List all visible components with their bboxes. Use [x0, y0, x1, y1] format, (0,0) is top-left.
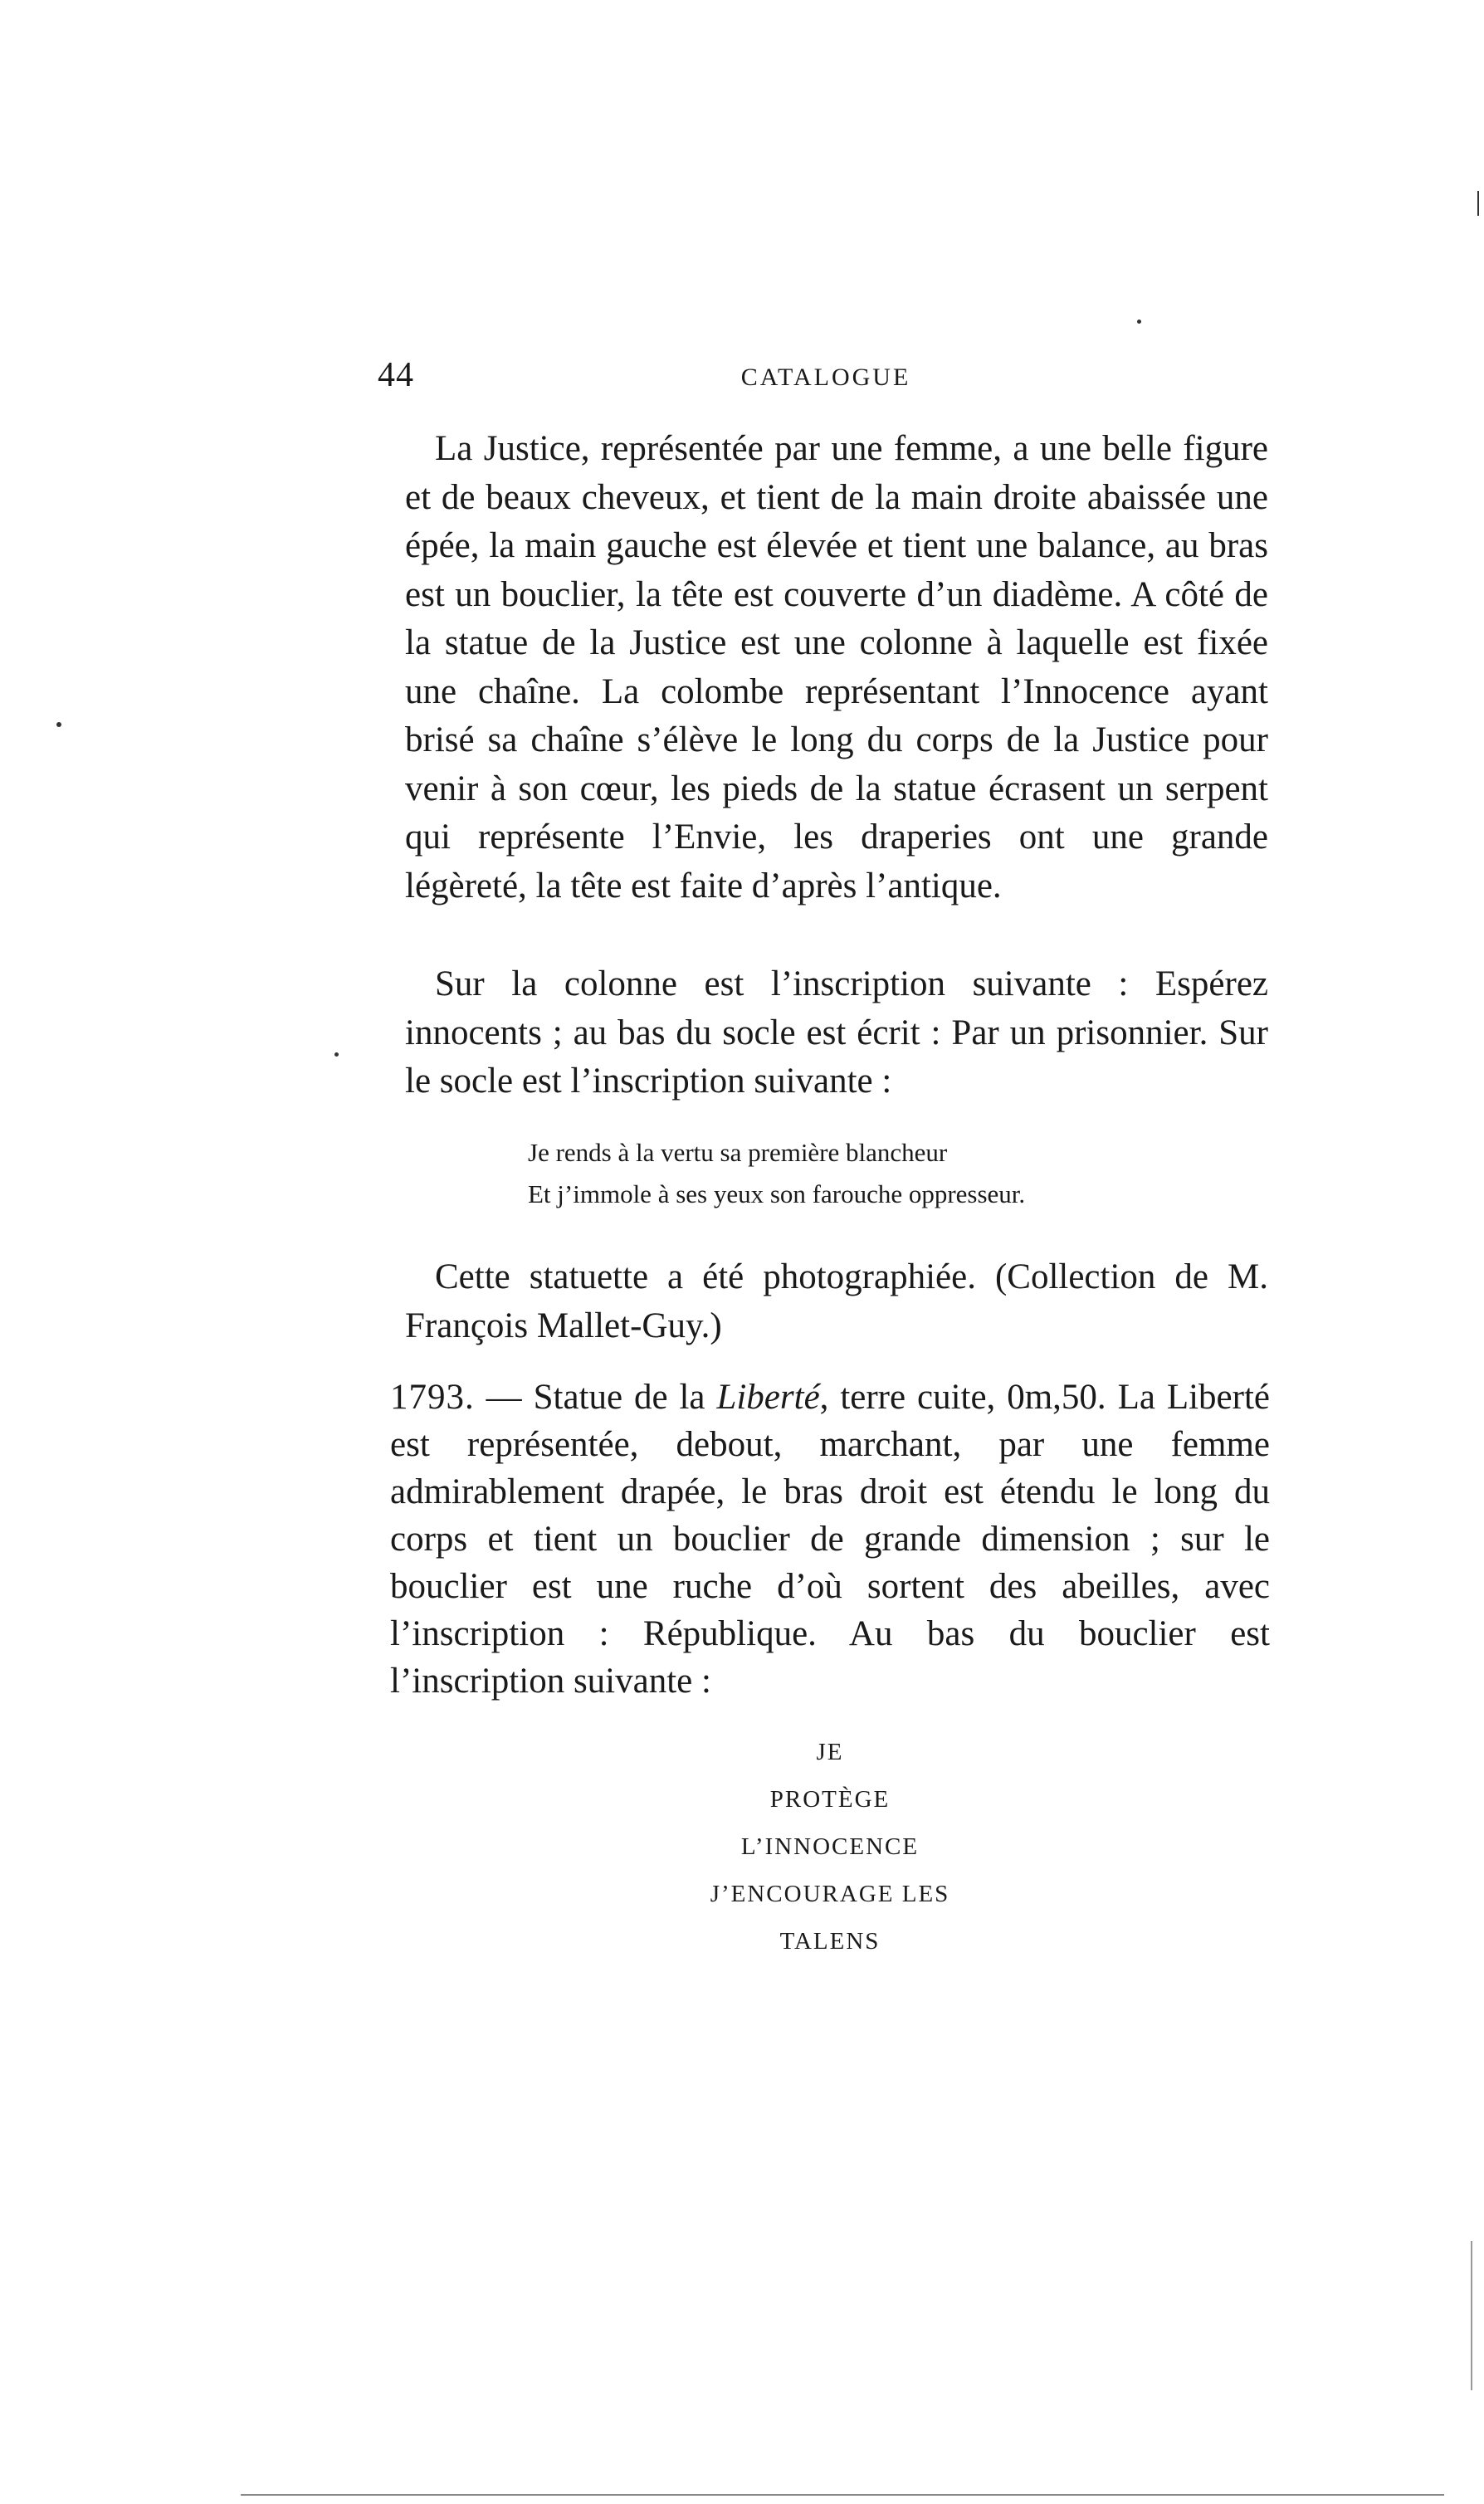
- inscription-line-1: JE: [816, 1739, 844, 1765]
- entry-paragraph: [390, 1374, 1270, 1705]
- entry-dash-prefix: — Statue de la: [486, 1378, 717, 1417]
- entry-number: 1793.: [390, 1378, 475, 1417]
- margin-rule-right-bottom: [1471, 2241, 1472, 2390]
- entry-text: , terre cuite, 0m,50. La Liberté est représentée, debout, marchant, par une femme admirablement drapée, le bras droit est étendu le long du corps et tient un bouclier de grande dimension ; sur le bouclier est une ruche d’où sortent des abeilles, avec l’inscription : République. Au bas du bouclier est l’inscription suivante :: [390, 1378, 1270, 1701]
- bottom-edge-line: [241, 2494, 1444, 2496]
- column-paragraph-block: [405, 960, 1268, 1106]
- inscription-line-4: J’ENCOURAGE LES: [710, 1881, 950, 1907]
- inscription-line-3: L’INNOCENCE: [740, 1833, 920, 1860]
- page-number: 44: [378, 356, 414, 394]
- shield-inscription: [581, 1729, 1079, 1965]
- catalogue-entry-1793: [390, 1374, 1270, 1705]
- inscription-line-5: TALENS: [779, 1928, 881, 1955]
- verse-line-2: Et j’immole à ses yeux son farouche oppresseur.: [528, 1179, 1026, 1208]
- photo-collection-paragraph: Cette statuette a été photographiée. (Collection de M. François Mallet-Guy.): [405, 1257, 1268, 1345]
- inscription-line-2: PROTÈGE: [769, 1786, 891, 1813]
- margin-rule-right-top: [1477, 191, 1479, 216]
- justice-paragraph: La Justice, représentée par une femme, a une belle figure et de beaux cheveux, et tient de la main droite abaissée une épée, la main gauche est élevée et tient une balance, au bras est un bouclier, la tête est couverte d’un diadème. A côté de la statue de la Justice est une colonne à laquelle est fixée une chaîne. La colombe représentant l’Innocence ayant brisé sa chaîne s’élève le long du corps de la Justice pour venir à son cœur, les pieds de la statue écrasent un serpent qui représente l’Envie, les draperies ont une grande légèreté, la tête est faite d’après l’antique.: [405, 429, 1268, 905]
- photo-paragraph-block: [405, 1253, 1268, 1350]
- speck-top-right: [1137, 320, 1141, 324]
- column-inscription-paragraph: Sur la colonne est l’inscription suivante : Espérez innocents ; au bas du socle est écrit : Par un prisonnier. Sur le socle est l’inscription suivante :: [405, 964, 1268, 1101]
- running-title: CATALOGUE: [740, 364, 911, 391]
- entry-title-italic: Liberté: [716, 1378, 820, 1417]
- verse-line-1: Je rends à la vertu sa première blancheur: [528, 1138, 948, 1167]
- speck-left: [56, 722, 61, 727]
- justice-paragraph-block: [405, 425, 1268, 910]
- speck-mid-left: [334, 1052, 339, 1057]
- page-header: [378, 355, 1274, 405]
- verse-quotation: [528, 1132, 1025, 1215]
